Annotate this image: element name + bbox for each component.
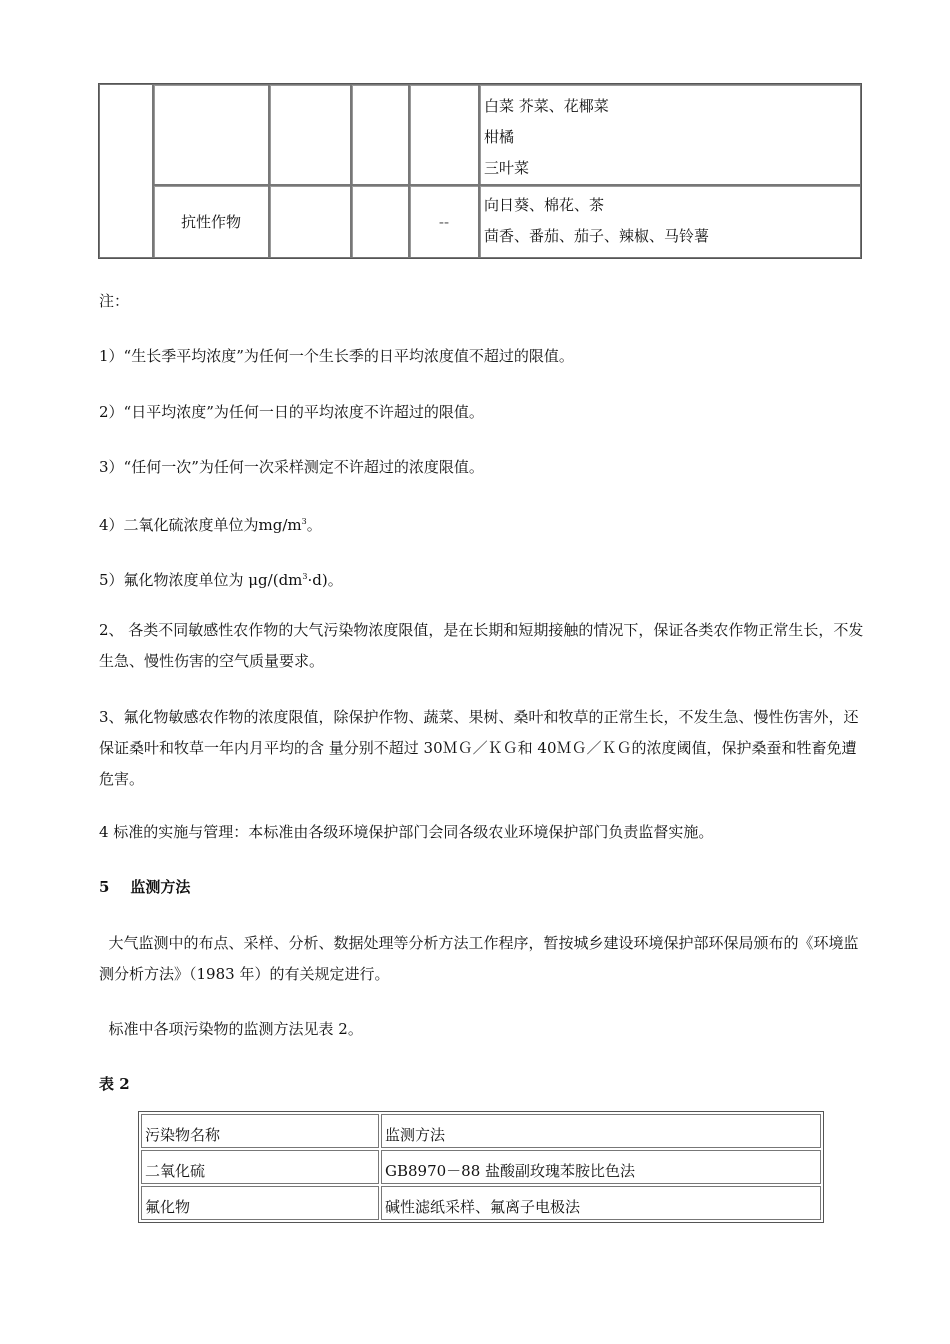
- crop-line: 茴香、番茄、茄子、辣椒、马铃薯: [484, 227, 710, 245]
- note-text: 。: [306, 516, 322, 534]
- table-row: [141, 1186, 821, 1220]
- table-cell: [269, 84, 351, 185]
- crop-line: 向日葵、棉花、茶: [484, 196, 605, 214]
- column-header: 污染物名称: [141, 1114, 379, 1148]
- paragraph-4: 4 标准的实施与管理：本标准由各级环境保护部门会同各级农业环境保护部门负责监督实施。: [99, 823, 714, 841]
- crop-list-cell: [479, 84, 861, 185]
- table-cell: [409, 84, 479, 185]
- note-text: 4）二氧化硫浓度单位为mg/m: [99, 516, 302, 534]
- table-row: [141, 1150, 821, 1184]
- table-title: 表 2: [99, 1075, 130, 1093]
- section-paragraph: 大气监测中的布点、采样、分析、数据处理等分析方法工作程序，暂按城乡建设环境保护部环保局颁布的《环境监测分析方法》（1983 年）的有关规定进行。: [99, 934, 859, 983]
- crop-line: 柑橘: [484, 128, 515, 146]
- note-item: 3）“任何一次”为任何一次采样测定不许超过的浓度限值。: [99, 458, 484, 476]
- paragraph-3: 3、氟化物敏感农作物的浓度限值，除保护作物、蔬菜、果树、桑叶和牧草的正常生长，不发生急、慢性伤害外，还保证桑叶和牧草一年内月平均的含 量分别不超过 30ＭＧ／ＫＧ和 40ＭＧ／ＫＧ的浓度阈值，保护桑蚕和牲畜免遭危害。: [99, 708, 859, 788]
- note-item: 1）“生长季平均浓度”为任何一个生长季的日平均浓度值不超过的限值。: [99, 347, 574, 365]
- table-cell: [99, 84, 153, 258]
- table-header-row: [141, 1114, 821, 1148]
- note-item: 2）“日平均浓度”为任何一日的平均浓度不许超过的限值。: [99, 403, 484, 421]
- note-item: [99, 561, 343, 596]
- resistant-crops-label: 抗性作物: [153, 185, 269, 258]
- section-paragraph: 标准中各项污染物的监测方法见表 2。: [99, 1020, 363, 1038]
- table-cell: 二氧化硫: [141, 1150, 379, 1184]
- crop-list-cell: [479, 185, 861, 258]
- crop-line: 白菜 芥菜、花椰菜: [484, 97, 609, 115]
- paragraph-2: 2、 各类不同敏感性农作物的大气污染物浓度限值，是在长期和短期接触的情况下，保证各类农作物正常生长，不发生急、慢性伤害的空气质量要求。: [99, 621, 864, 670]
- crop-limits-table: [98, 83, 862, 259]
- table-cell: [351, 185, 409, 258]
- notes-heading: 注：: [99, 292, 130, 310]
- column-header: 监测方法: [381, 1114, 821, 1148]
- monitoring-methods-table: [138, 1111, 824, 1223]
- section-heading: 5 监测方法: [99, 878, 191, 896]
- table-cell: [269, 185, 351, 258]
- table-cell: [351, 84, 409, 185]
- dash-value: --: [409, 185, 479, 258]
- table-cell: GB8970－88 盐酸副玫瑰苯胺比色法: [381, 1150, 821, 1184]
- table-cell: 碱性滤纸采样、氟离子电极法: [381, 1186, 821, 1220]
- note-text: 5）氟化物浓度单位为 μg/(dm: [99, 571, 303, 589]
- note-text: ·d)。: [307, 571, 343, 589]
- table-cell: [153, 84, 269, 185]
- superscript: 3: [302, 572, 308, 581]
- table-cell: 氟化物: [141, 1186, 379, 1220]
- note-item: [99, 506, 322, 541]
- superscript: 3: [301, 517, 307, 526]
- crop-line: 三叶菜: [484, 159, 530, 177]
